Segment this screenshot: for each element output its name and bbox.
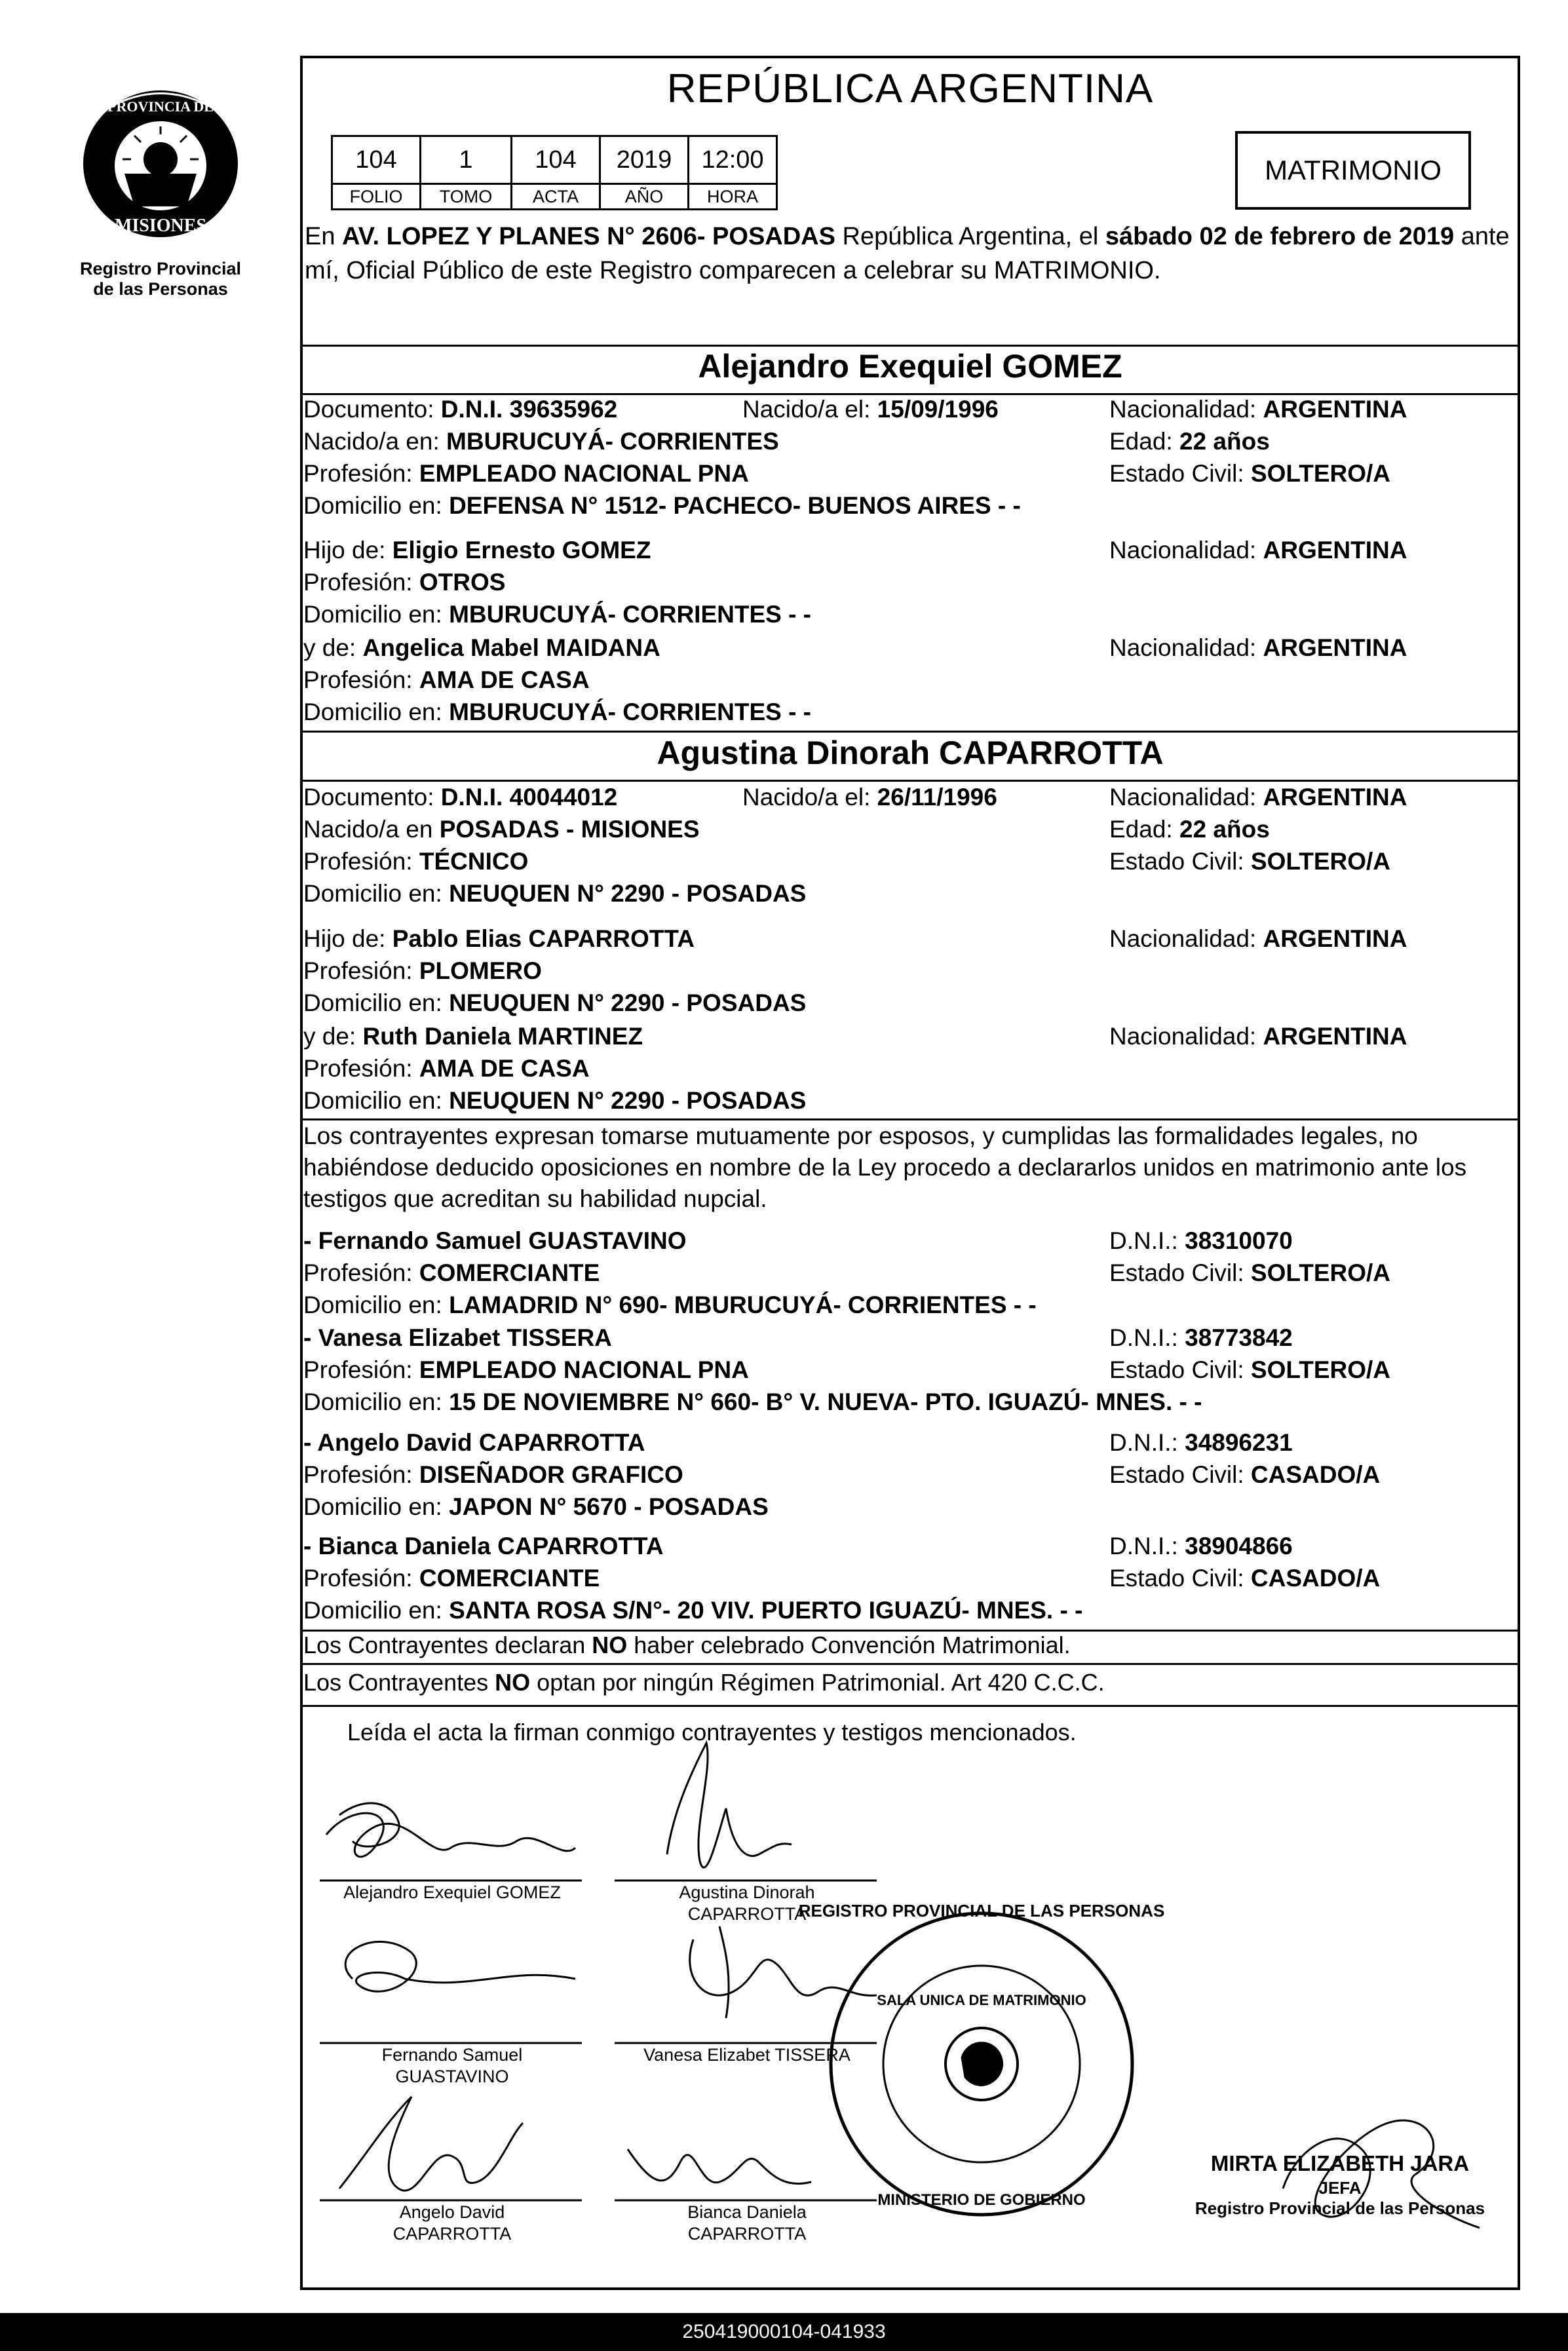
signature-label-spouse1: Alejandro Exequiel GOMEZ — [343, 1883, 561, 1902]
svg-text:MISIONES: MISIONES — [114, 216, 207, 236]
svg-text:PROVINCIA DE: PROVINCIA DE — [107, 98, 214, 115]
intro-paragraph: En AV. LOPEZ Y PLANES N° 2606- POSADAS República Argentina, el sábado 02 de febrero de 2019 ante mí, Oficial Público de este Registro comparecen a celebrar su MATRIMONIO. — [305, 223, 1510, 284]
signature-label-witness2: Vanesa Elizabet TISSERA — [643, 2045, 851, 2065]
spouse2-name: Agustina Dinorah CAPARROTTA — [657, 735, 1164, 771]
matrimonial-convention-note: Los Contrayentes declaran NO haber celebrado Convención Matrimonial. — [303, 1632, 1071, 1658]
hora-label: HORA — [689, 184, 777, 210]
folio-value: 104 — [332, 136, 421, 184]
patrimonial-regime-note: Los Contrayentes NO optan por ningún Régimen Patrimonial. Art 420 C.C.C. — [303, 1669, 1105, 1696]
acta-value: 104 — [512, 136, 600, 184]
witness-name: - Fernando Samuel GUASTAVINO — [303, 1227, 687, 1254]
logo-caption: Registro Provincial de las Personas — [79, 259, 242, 299]
provincial-coat-of-arms-logo — [62, 82, 259, 252]
signature-label-spouse2: Agustina Dinorah CAPARROTTA — [679, 1883, 815, 1924]
tomo-value: 1 — [421, 136, 512, 184]
witness-name: - Vanesa Elizabet TISSERA — [303, 1324, 612, 1351]
svg-text:REGISTRO PROVINCIAL DE LAS PER: REGISTRO PROVINCIAL DE LAS PERSONAS — [798, 1901, 1165, 1921]
page-title: REPÚBLICA ARGENTINA — [666, 66, 1154, 111]
signature-label-witness4: Bianca Daniela CAPARROTTA — [687, 2202, 807, 2244]
spouse1-name: Alejandro Exequiel GOMEZ — [698, 348, 1122, 385]
svg-text:MINISTERIO DE GOBIERNO: MINISTERIO DE GOBIERNO — [877, 2191, 1086, 2209]
tomo-label: TOMO — [421, 184, 512, 210]
ano-label: AÑO — [600, 184, 689, 210]
document-barcode-number: 250419000104-041933 — [0, 2313, 1568, 2351]
closing-statement: Leída el acta la firman conmigo contrayentes y testigos mencionados. — [347, 1719, 1077, 1746]
official-stamp: MIRTA ELIZABETH JARA JEFA Registro Provincial de las Personas — [1195, 2151, 1485, 2218]
acta-label: ACTA — [512, 184, 600, 210]
witness-name: - Angelo David CAPARROTTA — [303, 1429, 645, 1456]
declaration-paragraph: Los contrayentes expresan tomarse mutuamente por esposos, y cumplidas las formalidades legales, no habiéndose deducido oposiciones en nombre de la Ley procedo a declararlos unidos en matrimonio ante los testigos que acreditan su habilidad nupcial. — [303, 1122, 1467, 1212]
registry-info-table — [331, 135, 778, 210]
svg-text:SALA UNICA DE MATRIMONIO: SALA UNICA DE MATRIMONIO — [877, 1992, 1086, 2008]
ano-value: 2019 — [600, 136, 689, 184]
signature-label-witness3: Angelo David CAPARROTTA — [392, 2202, 512, 2244]
hora-value: 12:00 — [689, 136, 777, 184]
folio-label: FOLIO — [332, 184, 421, 210]
act-type-box: MATRIMONIO — [1235, 131, 1471, 210]
signature-label-witness1: Fernando Samuel GUASTAVINO — [381, 2045, 523, 2086]
witness-name: - Bianca Daniela CAPARROTTA — [303, 1533, 664, 1559]
